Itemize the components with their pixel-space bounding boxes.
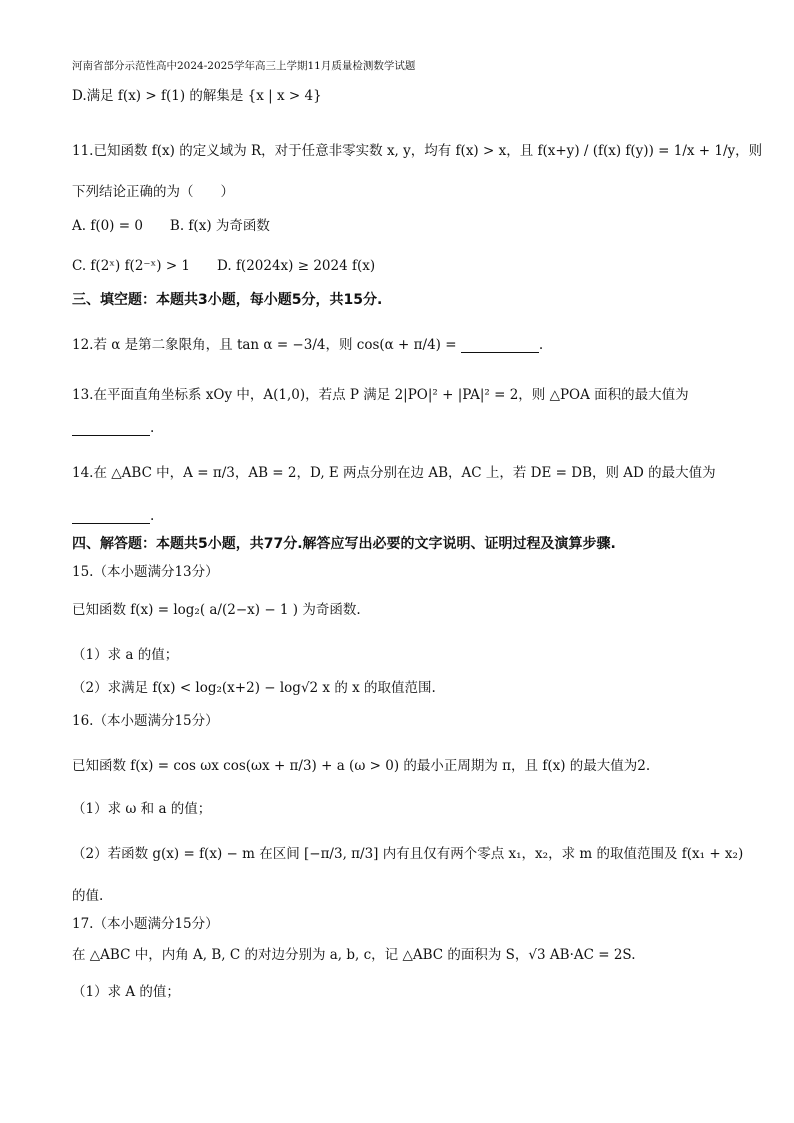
q11-stem-continued: 下列结论正确的为（ ） <box>72 184 234 200</box>
q16-heading: 16.（本小题满分15分） <box>72 713 219 729</box>
q16-part-2: （2）若函数 g(x) = f(x) − m 在区间 [−π/3, π/3] 内有且仅有两个零点 x₁，x₂，求 m 的取值范围及 f(x₁ + x₂) <box>72 846 744 862</box>
q16-part-2-continued: 的值. <box>72 888 104 904</box>
q14-text: 14.在 △ABC 中，A = π/3，AB = 2，D, E 两点分别在边 AB，AC 上，若 DE = DB，则 AD 的最大值为 <box>72 465 716 481</box>
q17-part-1: （1）求 A 的值； <box>72 984 180 1000</box>
q13-end: . <box>150 420 155 436</box>
q15-part-1: （1）求 a 的值； <box>72 647 179 663</box>
q14-answer-line <box>72 508 154 524</box>
q14-answer-blank <box>72 509 150 524</box>
q14-end: . <box>150 508 155 524</box>
q12-end: . <box>538 337 544 353</box>
q11-stem: 11.已知函数 f(x) 的定义域为 R，对于任意非零实数 x, y，均有 f(x) > x，且 f(x+y) / (f(x) f(y)) = 1/x + 1/y，则 <box>72 143 763 159</box>
q17-heading: 17.（本小题满分15分） <box>72 916 219 932</box>
section-4-heading: 四、解答题：本题共5小题，共77分.解答应写出必要的文字说明、证明过程及演算步骤. <box>72 536 616 552</box>
q10-option-d: D.满足 f(x) > f(1) 的解集是 {x | x > 4} <box>72 88 322 104</box>
q17-stem: 在 △ABC 中，内角 A, B, C 的对边分别为 a, b, c，记 △ABC 的面积为 S，√3 AB·AC = 2S. <box>72 947 636 963</box>
page-header: 河南省部分示范性高中2024-2025学年高三上学期11月质量检测数学试题 <box>72 60 416 72</box>
q15-heading: 15.（本小题满分13分） <box>72 564 219 580</box>
q13-text: 13.在平面直角坐标系 xOy 中，A(1,0)，若点 P 满足 2|PO|² + |PA|² = 2，则 △POA 面积的最大值为 <box>72 387 689 403</box>
q13-answer-line <box>72 420 154 436</box>
q11-options-cd: C. f(2ˣ) f(2⁻ˣ) > 1 D. f(2024x) ≥ 2024 f(x) <box>72 258 376 274</box>
q11-options-ab: A. f(0) = 0 B. f(x) 为奇函数 <box>72 218 270 234</box>
q12 <box>72 337 543 353</box>
q12-text: 12.若 α 是第二象限角，且 tan α = −3/4，则 cos(α + π/4) = <box>72 337 457 353</box>
section-3-heading: 三、填空题：本题共3小题，每小题5分，共15分. <box>72 292 383 308</box>
q12-answer-blank <box>461 338 539 353</box>
q15-stem: 已知函数 f(x) = log₂( a/(2−x) − 1 ) 为奇函数. <box>72 602 361 618</box>
q13-answer-blank <box>72 421 150 436</box>
q16-part-1: （1）求 ω 和 a 的值； <box>72 801 212 817</box>
q15-part-2: （2）求满足 f(x) < log₂(x+2) − log√2 x 的 x 的取值范围. <box>72 680 436 696</box>
q16-stem: 已知函数 f(x) = cos ωx cos(ωx + π/3) + a (ω > 0) 的最小正周期为 π，且 f(x) 的最大值为2. <box>72 758 651 774</box>
